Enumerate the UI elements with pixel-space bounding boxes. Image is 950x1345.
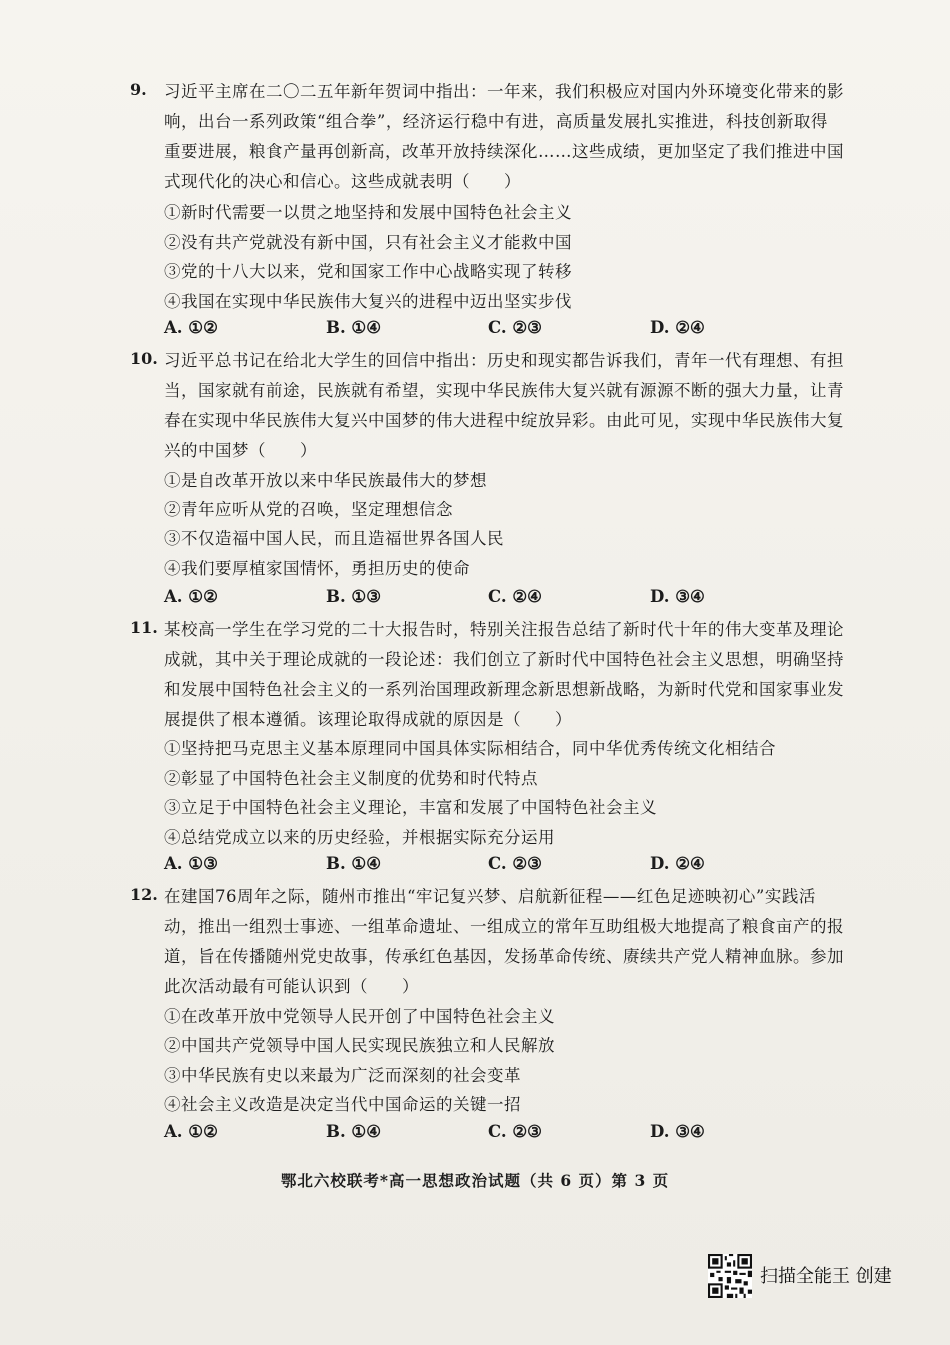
choice-c: C. ②③ bbox=[488, 854, 542, 873]
choice-a: A. ①② bbox=[164, 318, 218, 337]
question-stem-line: 和发展中国特色社会主义的一系列治国理政新理念新思想新战略，为新时代党和国家事业发 bbox=[164, 680, 844, 699]
question-number: 9. bbox=[130, 80, 147, 99]
choice-d: D. ③④ bbox=[650, 1122, 705, 1141]
statement-item: ③不仅造福中国人民，而且造福世界各国人民 bbox=[164, 529, 504, 548]
question-stem-line: 此次活动最有可能认识到（ ） bbox=[164, 977, 419, 996]
scanner-watermark bbox=[708, 1254, 918, 1298]
statement-item: ③中华民族有史以来最为广泛而深刻的社会变革 bbox=[164, 1066, 521, 1085]
statement-item: ①是自改革开放以来中华民族最伟大的梦想 bbox=[164, 471, 487, 490]
question-stem-line: 春在实现中华民族伟大复兴中国梦的伟大进程中绽放异彩。由此可见，实现中华民族伟大复 bbox=[164, 411, 844, 430]
choice-a: A. ①② bbox=[164, 587, 218, 606]
question-stem-line: 响，出台一系列政策“组合拳”，经济运行稳中有进，高质量发展扎实推进，科技创新取得 bbox=[164, 112, 828, 131]
statement-item: ②青年应听从党的召唤，坚定理想信念 bbox=[164, 500, 453, 519]
statement-item: ②中国共产党领导中国人民实现民族独立和人民解放 bbox=[164, 1036, 555, 1055]
scanner-label: 扫描全能王 创建 bbox=[760, 1266, 892, 1287]
question-stem-line: 重要进展，粮食产量再创新高，改革开放持续深化……这些成绩，更加坚定了我们推进中国 bbox=[164, 142, 844, 161]
statement-item: ④我国在实现中华民族伟大复兴的进程中迈出坚实步伐 bbox=[164, 292, 572, 311]
choice-a: A. ①③ bbox=[164, 854, 218, 873]
question-stem-line: 式现代化的决心和信心。这些成就表明（ ） bbox=[164, 172, 521, 191]
page-footer: 鄂北六校联考*高一思想政治试题（共 6 页）第 3 页 bbox=[280, 1171, 670, 1190]
choice-d: D. ③④ bbox=[650, 587, 705, 606]
question-stem-line: 在建国76周年之际，随州市推出“牢记复兴梦、启航新征程——红色足迹映初心”实践活 bbox=[164, 887, 816, 906]
question-stem-line: 兴的中国梦（ ） bbox=[164, 441, 317, 460]
question-number: 10. bbox=[130, 349, 158, 368]
question-number: 12. bbox=[130, 885, 158, 904]
statement-item: ①坚持把马克思主义基本原理同中国具体实际相结合，同中华优秀传统文化相结合 bbox=[164, 739, 776, 758]
question-stem-line: 成就，其中关于理论成就的一段论述：我们创立了新时代中国特色社会主义思想，明确坚持 bbox=[164, 650, 844, 669]
choice-b: B. ①④ bbox=[326, 854, 382, 873]
statement-item: ④我们要厚植家国情怀，勇担历史的使命 bbox=[164, 559, 470, 578]
choice-b: B. ①④ bbox=[326, 318, 382, 337]
choice-a: A. ①② bbox=[164, 1122, 218, 1141]
statement-item: ①新时代需要一以贯之地坚持和发展中国特色社会主义 bbox=[164, 203, 572, 222]
question-stem-line: 道，旨在传播随州党史故事，传承红色基因，发扬革命传统、赓续共产党人精神血脉。参加 bbox=[164, 947, 844, 966]
statement-item: ②彰显了中国特色社会主义制度的优势和时代特点 bbox=[164, 769, 538, 788]
qr-code-icon bbox=[708, 1254, 752, 1298]
statement-item: ③立足于中国特色社会主义理论，丰富和发展了中国特色社会主义 bbox=[164, 798, 657, 817]
choice-b: B. ①③ bbox=[326, 587, 382, 606]
choice-c: C. ②③ bbox=[488, 318, 542, 337]
choice-c: C. ②③ bbox=[488, 1122, 542, 1141]
question-number: 11. bbox=[130, 618, 158, 637]
choice-d: D. ②④ bbox=[650, 854, 705, 873]
statement-item: ③党的十八大以来，党和国家工作中心战略实现了转移 bbox=[164, 262, 572, 281]
choice-d: D. ②④ bbox=[650, 318, 705, 337]
question-stem-line: 习近平主席在二〇二五年新年贺词中指出：一年来，我们积极应对国内外环境变化带来的影 bbox=[164, 82, 844, 101]
statement-item: ①在改革开放中党领导人民开创了中国特色社会主义 bbox=[164, 1007, 555, 1026]
choice-c: C. ②④ bbox=[488, 587, 542, 606]
question-stem-line: 当，国家就有前途，民族就有希望，实现中华民族伟大复兴就有源源不断的强大力量，让青 bbox=[164, 381, 844, 400]
choice-b: B. ①④ bbox=[326, 1122, 382, 1141]
question-stem-line: 展提供了根本遵循。该理论取得成就的原因是（ ） bbox=[164, 710, 572, 729]
statement-item: ④总结党成立以来的历史经验，并根据实际充分运用 bbox=[164, 828, 555, 847]
question-stem-line: 某校高一学生在学习党的二十大报告时，特别关注报告总结了新时代十年的伟大变革及理论 bbox=[164, 620, 844, 639]
question-stem-line: 习近平总书记在给北大学生的回信中指出：历史和现实都告诉我们，青年一代有理想、有担 bbox=[164, 351, 844, 370]
statement-item: ②没有共产党就没有新中国，只有社会主义才能救中国 bbox=[164, 233, 572, 252]
statement-item: ④社会主义改造是决定当代中国命运的关键一招 bbox=[164, 1095, 521, 1114]
question-stem-line: 动，推出一组烈士事迹、一组革命遗址、一组成立的常年互助组极大地提高了粮食亩产的报 bbox=[164, 917, 844, 936]
